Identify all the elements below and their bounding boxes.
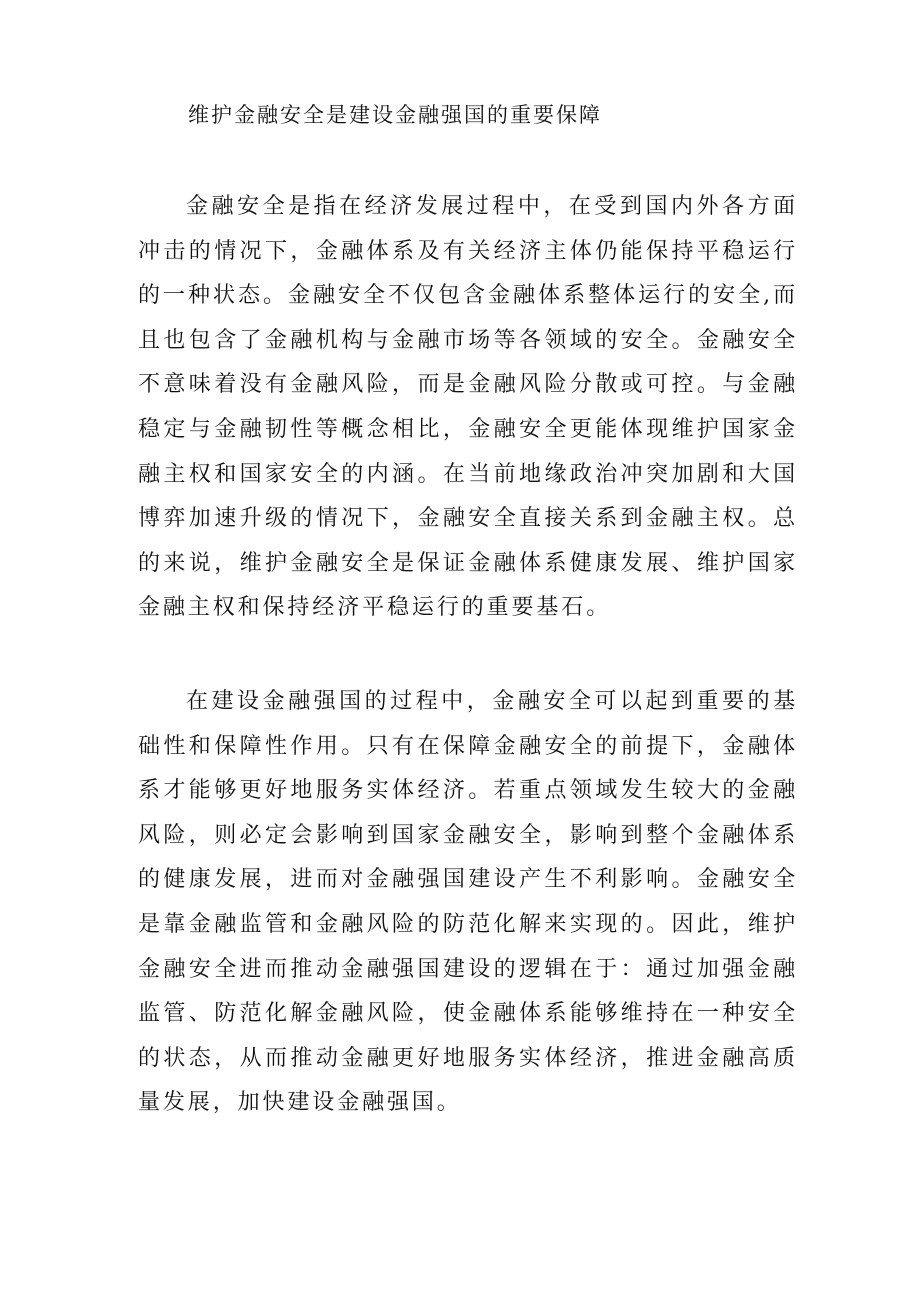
document-title: 维护金融安全是建设金融强国的重要保障 [188,103,602,127]
paragraph-financial-power-role: 在建设金融强国的过程中，金融安全可以起到重要的基础性和保障性作用。只有在保障金融安全的前提下，金融体系才能够更好地服务实体经济。若重点领域发生较大的金融风险，则必定会影响到国家金融安全，影响到整个金融体系的健康发展，进而对金融强国建设产生不利影响。金融安全是靠金融监管和金融风险的防范化解来实现的。因此，维护金融安全进而推动金融强国建设的逻辑在于：通过加强金融监管、防范化解金融风险，使金融体系能够维持在一种安全的状态，从而推动金融更好地服务实体经济，推进金融高质量发展，加快建设金融强国。 [138,689,798,1116]
paragraph-financial-security-definition: 金融安全是指在经济发展过程中，在受到国内外各方面冲击的情况下，金融体系及有关经济主体仍能保持平稳运行的一种状态。金融安全不仅包含金融体系整体运行的安全,而且也包含了金融机构与金融市场等各领域的安全。金融安全不意味着没有金融风险，而是金融风险分散或可控。与金融稳定与金融韧性等概念相比，金融安全更能体现维护国家金融主权和国家安全的内涵。在当前地缘政治冲突加剧和大国博弈加速升级的情况下，金融安全直接关系到金融主权。总的来说，维护金融安全是保证金融体系健康发展、维护国家金融主权和保持经济平稳运行的重要基石。 [138,194,798,621]
